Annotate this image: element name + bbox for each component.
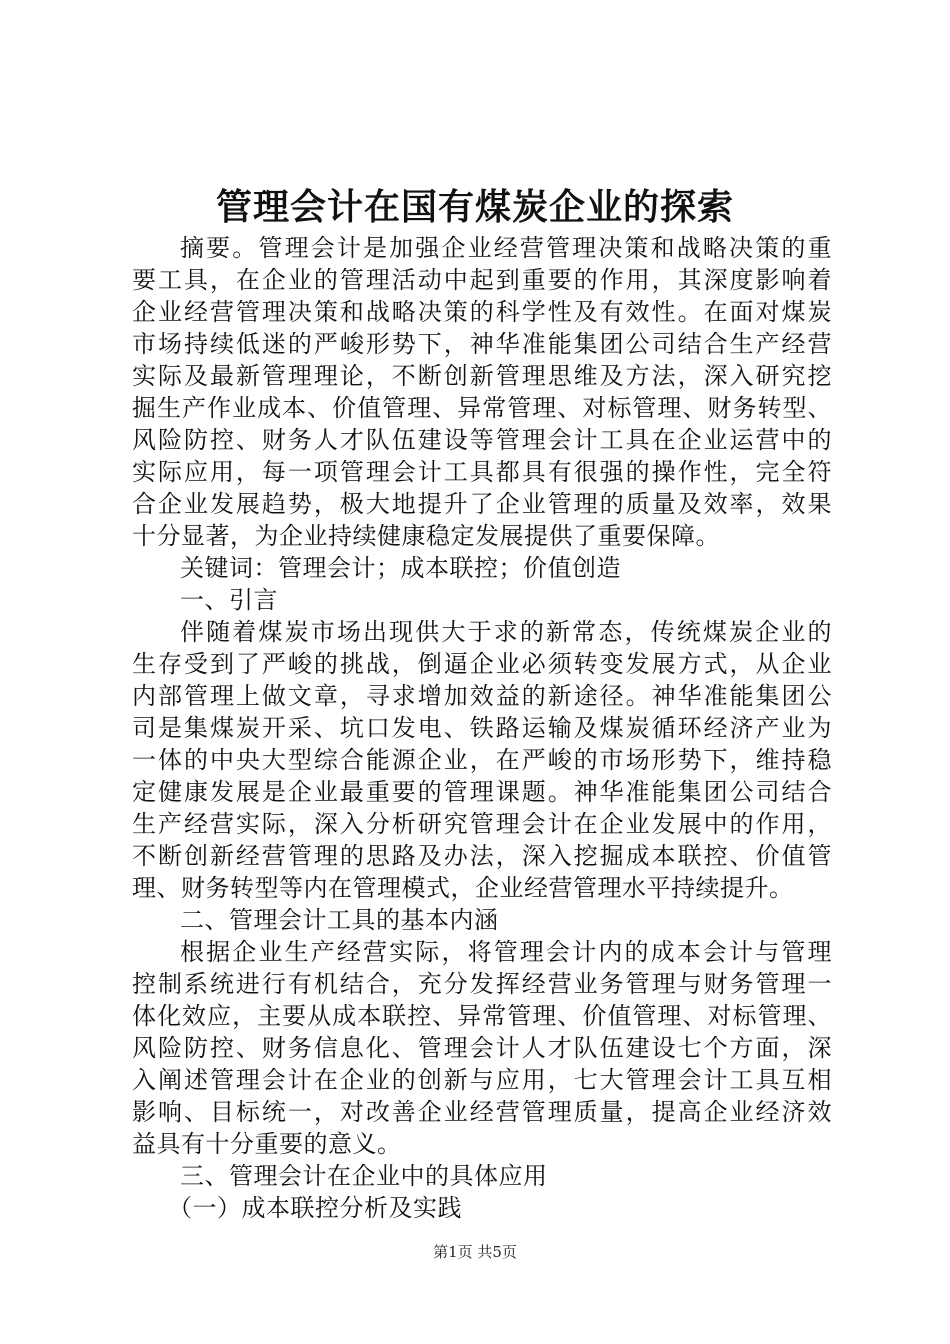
document-body <box>132 232 832 1224</box>
paragraph-line: 体化效应，主要从成本联控、异常管理、价值管理、对标管理、 <box>132 1002 832 1030</box>
abstract-line: 实际及最新管理理论，不断创新管理思维及方法，深入研究挖 <box>132 362 832 390</box>
introduction-paragraph <box>132 616 832 904</box>
paragraph-line: 生产经营实际，深入分析研究管理会计在企业发展中的作用， <box>132 810 832 838</box>
abstract-line: 十分显著，为企业持续健康稳定发展提供了重要保障。 <box>132 522 720 550</box>
subsection-heading-cost-control: （一）成本联控分析及实践 <box>168 1194 462 1222</box>
section-heading-basic-content: 二、管理会计工具的基本内涵 <box>180 906 499 934</box>
abstract-line: 掘生产作业成本、价值管理、异常管理、对标管理、财务转型、 <box>132 394 832 422</box>
document-title: 管理会计在国有煤炭企业的探索 <box>215 187 734 228</box>
abstract-line: 实际应用，每一项管理会计工具都具有很强的操作性，完全符 <box>132 458 832 486</box>
abstract-line: 要工具，在企业的管理活动中起到重要的作用，其深度影响着 <box>132 266 832 294</box>
abstract-paragraph <box>132 232 832 552</box>
paragraph-line: 内部管理上做文章，寻求增加效益的新途径。神华准能集团公 <box>132 682 832 710</box>
keywords-line: 关键词：管理会计；成本联控；价值创造 <box>180 554 621 582</box>
paragraph-line: 司是集煤炭开采、坑口发电、铁路运输及煤炭循环经济产业为 <box>132 714 832 742</box>
paragraph-line: 控制系统进行有机结合，充分发挥经营业务管理与财务管理一 <box>132 970 832 998</box>
paragraph-line: 风险防控、财务信息化、管理会计人才队伍建设七个方面，深 <box>132 1034 832 1062</box>
paragraph-line: 生存受到了严峻的挑战，倒逼企业必须转变发展方式，从企业 <box>132 650 832 678</box>
paragraph-line: 理、财务转型等内在管理模式，企业经营管理水平持续提升。 <box>132 874 794 902</box>
abstract-line: 摘要。管理会计是加强企业经营管理决策和战略决策的重 <box>180 234 832 262</box>
paragraph-line: 一体的中央大型综合能源企业，在严峻的市场形势下，维持稳 <box>132 746 832 774</box>
abstract-line: 合企业发展趋势，极大地提升了企业管理的质量及效率，效果 <box>132 490 832 518</box>
paragraph-line: 入阐述管理会计在企业的创新与应用，七大管理会计工具互相 <box>132 1066 832 1094</box>
abstract-line: 市场持续低迷的严峻形势下，神华准能集团公司结合生产经营 <box>132 330 832 358</box>
paragraph-line: 根据企业生产经营实际，将管理会计内的成本会计与管理 <box>180 938 832 966</box>
section-heading-application: 三、管理会计在企业中的具体应用 <box>180 1162 548 1190</box>
abstract-line: 企业经营管理决策和战略决策的科学性及有效性。在面对煤炭 <box>132 298 832 326</box>
basic-content-paragraph <box>132 936 832 1160</box>
paragraph-line: 影响、目标统一，对改善企业经营管理质量，提高企业经济效 <box>132 1098 832 1126</box>
section-heading-introduction: 一、引言 <box>180 586 278 614</box>
paragraph-line: 不断创新经营管理的思路及办法，深入挖掘成本联控、价值管 <box>132 842 832 870</box>
paragraph-line: 伴随着煤炭市场出现供大于求的新常态，传统煤炭企业的 <box>180 618 832 646</box>
abstract-line: 风险防控、财务人才队伍建设等管理会计工具在企业运营中的 <box>132 426 832 454</box>
paragraph-line: 益具有十分重要的意义。 <box>132 1130 402 1158</box>
paragraph-line: 定健康发展是企业最重要的管理课题。神华准能集团公司结合 <box>132 778 832 806</box>
page-footer: 第1页 共5页 <box>433 1243 517 1261</box>
